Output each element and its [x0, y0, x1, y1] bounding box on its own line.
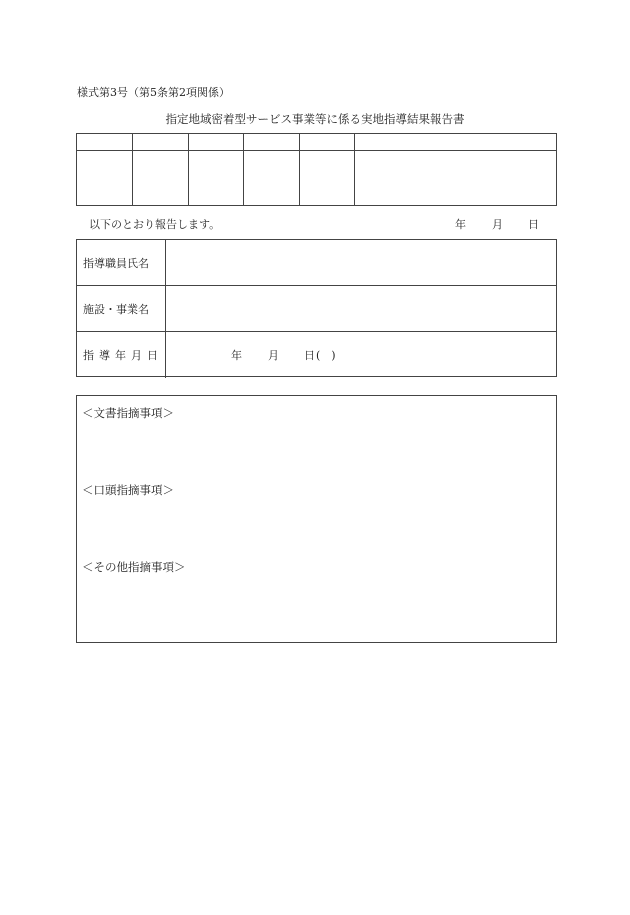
guidance-date-month-label: 月: [268, 349, 279, 362]
stamp-grid-column-line: [354, 134, 355, 205]
other-findings-heading: ＜その他指摘事項＞: [82, 560, 186, 574]
guidance-date-weekday: ( ): [316, 349, 336, 362]
page-title: 指定地域密着型サービス事業等に係る実地指導結果報告書: [165, 112, 465, 126]
findings-box: [76, 395, 557, 643]
instructor-name-row: [77, 240, 556, 286]
approval-stamp-grid: [76, 133, 557, 206]
stamp-grid-column-line: [132, 134, 133, 205]
stamp-grid-column-line: [243, 134, 244, 205]
guidance-date-row: [77, 331, 556, 378]
facility-name-row: [77, 285, 556, 332]
oral-findings-heading: ＜口頭指摘事項＞: [82, 483, 174, 497]
form-number: 様式第3号（第5条第2項関係）: [77, 86, 230, 99]
report-date-day-label: 日: [528, 218, 539, 231]
stamp-grid-column-line: [299, 134, 300, 205]
stamp-grid-column-line: [188, 134, 189, 205]
report-date-year-label: 年: [455, 218, 466, 231]
guidance-date-day-label: 日: [304, 349, 315, 362]
guidance-date-label: 指導年月日: [77, 332, 166, 378]
guidance-date-year-label: 年: [231, 349, 242, 362]
report-statement: 以下のとおり報告します。: [89, 218, 221, 231]
stamp-grid-divider: [77, 150, 556, 151]
facility-name-label: 施設・事業名: [77, 286, 166, 332]
info-table: [76, 239, 557, 377]
instructor-name-label: 指導職員氏名: [77, 240, 166, 286]
report-date-month-label: 月: [492, 218, 503, 231]
written-findings-heading: ＜文書指摘事項＞: [82, 406, 174, 420]
